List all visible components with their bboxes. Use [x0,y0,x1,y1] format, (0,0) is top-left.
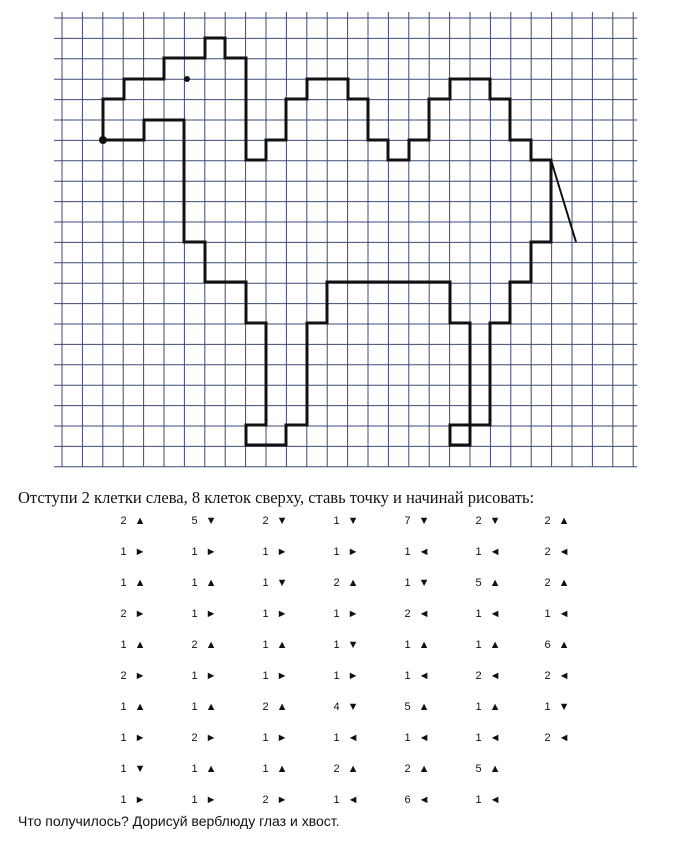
instruction-text: Отступи 2 клетки слева, 8 клеток сверху, ставь точку и начинай рисовать: [18,488,535,507]
arrow-up-icon: ▲ [205,576,217,589]
dictation-command [326,541,366,563]
step-count: 2 [544,670,551,682]
arrow-up-icon: ▲ [276,700,288,713]
dictation-command [468,727,508,749]
arrow-down-icon: ▼ [276,576,288,589]
step-count: 1 [475,546,482,558]
arrow-down-icon: ▼ [347,514,359,527]
arrow-up-icon: ▲ [134,514,146,527]
dictation-command [468,510,508,532]
arrow-right-icon: ► [276,545,288,558]
arrow-up-icon: ▲ [418,700,430,713]
arrow-right-icon: ► [134,545,146,558]
step-count: 1 [191,763,198,775]
step-count: 1 [262,608,269,620]
step-count: 6 [544,639,551,651]
dictation-command [326,727,366,749]
dictation-command [255,727,295,749]
step-count: 1 [120,546,127,558]
arrow-up-icon: ▲ [276,762,288,775]
dictation-command [397,789,437,811]
dictation-command [184,603,224,625]
step-count: 4 [333,701,340,713]
arrow-down-icon: ▼ [418,576,430,589]
step-count: 5 [475,763,482,775]
arrow-right-icon: ► [276,607,288,620]
dictation-command [397,510,437,532]
arrow-down-icon: ▼ [134,762,146,775]
arrow-right-icon: ► [205,793,217,806]
step-count: 2 [262,515,269,527]
step-count: 6 [404,794,411,806]
step-count: 2 [544,546,551,558]
dictation-command [326,789,366,811]
arrow-up-icon: ▲ [489,762,501,775]
arrow-right-icon: ► [205,545,217,558]
step-count: 1 [120,763,127,775]
dictation-command [537,696,577,718]
step-count: 1 [333,639,340,651]
arrow-down-icon: ▼ [347,638,359,651]
arrow-right-icon: ► [347,607,359,620]
step-count: 2 [191,732,198,744]
step-count: 1 [262,763,269,775]
step-count: 1 [191,608,198,620]
arrow-up-icon: ▲ [205,762,217,775]
arrow-up-icon: ▲ [558,638,570,651]
step-count: 1 [262,732,269,744]
step-count: 1 [404,639,411,651]
dictation-command [397,634,437,656]
dictation-command [255,758,295,780]
dictation-command [113,696,153,718]
arrow-right-icon: ► [276,731,288,744]
arrow-up-icon: ▲ [347,576,359,589]
step-count: 2 [544,515,551,527]
arrow-left-icon: ◄ [558,731,570,744]
arrow-up-icon: ▲ [134,638,146,651]
step-count: 1 [404,670,411,682]
dictation-command [397,665,437,687]
arrow-left-icon: ◄ [489,669,501,682]
arrow-left-icon: ◄ [489,607,501,620]
dictation-command [468,603,508,625]
step-count: 2 [544,577,551,589]
dictation-command [468,572,508,594]
step-count: 2 [333,577,340,589]
question-text: Что получилось? Дорисуй верблюду глаз и хвост. [18,813,340,829]
arrow-right-icon: ► [134,607,146,620]
step-count: 1 [333,546,340,558]
dictation-command [326,510,366,532]
step-count: 5 [191,515,198,527]
arrow-down-icon: ▼ [347,700,359,713]
step-count: 1 [333,794,340,806]
step-count: 1 [191,670,198,682]
dictation-command [113,510,153,532]
arrow-left-icon: ◄ [489,545,501,558]
arrow-down-icon: ▼ [418,514,430,527]
dictation-command [397,603,437,625]
dictation-command [397,572,437,594]
arrow-left-icon: ◄ [418,669,430,682]
dictation-command [326,572,366,594]
step-count: 2 [333,763,340,775]
step-count: 1 [191,794,198,806]
step-count: 2 [404,608,411,620]
step-count: 2 [475,670,482,682]
dictation-command [468,541,508,563]
dictation-command [113,634,153,656]
step-count: 1 [262,577,269,589]
arrow-right-icon: ► [347,669,359,682]
step-count: 1 [475,732,482,744]
dictation-command [537,634,577,656]
step-count: 1 [475,639,482,651]
arrow-up-icon: ▲ [558,514,570,527]
arrow-right-icon: ► [347,545,359,558]
step-count: 2 [120,670,127,682]
step-count: 2 [191,639,198,651]
step-count: 2 [475,515,482,527]
arrow-up-icon: ▲ [276,638,288,651]
step-count: 2 [404,763,411,775]
dictation-command [184,727,224,749]
dictation-command [397,541,437,563]
step-count: 1 [191,546,198,558]
dictation-command [326,603,366,625]
dictation-command [537,572,577,594]
dictation-command [468,696,508,718]
arrow-left-icon: ◄ [489,793,501,806]
dictation-command [184,789,224,811]
dictation-command [113,572,153,594]
step-count: 5 [475,577,482,589]
dictation-command [184,634,224,656]
arrow-up-icon: ▲ [558,576,570,589]
step-count: 2 [262,794,269,806]
dictation-command [255,603,295,625]
step-count: 1 [404,732,411,744]
dictation-command [255,789,295,811]
step-count: 1 [475,701,482,713]
step-count: 1 [333,515,340,527]
dictation-command [255,541,295,563]
dictation-command [537,510,577,532]
dictation-command [468,665,508,687]
arrow-left-icon: ◄ [418,793,430,806]
dictation-command [184,758,224,780]
dictation-command [113,789,153,811]
dictation-command [326,758,366,780]
dictation-command [113,758,153,780]
dictation-command [113,603,153,625]
step-count: 1 [544,701,551,713]
dictation-command [326,696,366,718]
arrow-right-icon: ► [134,731,146,744]
step-count: 1 [191,701,198,713]
arrow-up-icon: ▲ [489,700,501,713]
dictation-command [537,727,577,749]
step-count: 1 [120,639,127,651]
step-count: 1 [191,577,198,589]
step-count: 1 [120,794,127,806]
dictation-command [397,727,437,749]
arrow-right-icon: ► [205,607,217,620]
step-count: 1 [333,670,340,682]
step-count: 2 [120,608,127,620]
dictation-table [0,505,673,806]
arrow-up-icon: ▲ [418,762,430,775]
arrow-left-icon: ◄ [558,607,570,620]
dictation-command [255,665,295,687]
dictation-command [537,665,577,687]
arrow-down-icon: ▼ [489,514,501,527]
dictation-command [255,634,295,656]
dictation-command [468,758,508,780]
arrow-up-icon: ▲ [205,700,217,713]
arrow-left-icon: ◄ [558,545,570,558]
dictation-command [468,789,508,811]
step-count: 2 [120,515,127,527]
dictation-command [397,758,437,780]
step-count: 1 [404,546,411,558]
arrow-right-icon: ► [205,731,217,744]
arrow-left-icon: ◄ [347,731,359,744]
step-count: 1 [262,670,269,682]
arrow-right-icon: ► [276,793,288,806]
dictation-command [184,696,224,718]
dictation-command [537,603,577,625]
step-count: 1 [333,732,340,744]
arrow-left-icon: ◄ [489,731,501,744]
dictation-command [255,696,295,718]
dictation-command [113,727,153,749]
dictation-command [468,634,508,656]
arrow-up-icon: ▲ [205,638,217,651]
step-count: 5 [404,701,411,713]
arrow-up-icon: ▲ [134,576,146,589]
dictation-command [326,634,366,656]
dictation-command [113,541,153,563]
step-count: 2 [262,701,269,713]
step-count: 1 [120,577,127,589]
arrow-down-icon: ▼ [558,700,570,713]
arrow-left-icon: ◄ [418,731,430,744]
step-count: 1 [120,732,127,744]
step-count: 1 [333,608,340,620]
camel-eye [184,76,190,82]
arrow-down-icon: ▼ [276,514,288,527]
dictation-command [326,665,366,687]
step-count: 1 [404,577,411,589]
arrow-up-icon: ▲ [347,762,359,775]
dictation-command [113,665,153,687]
dictation-command [255,510,295,532]
arrow-left-icon: ◄ [558,669,570,682]
step-count: 1 [120,701,127,713]
arrow-right-icon: ► [205,669,217,682]
dictation-command [184,541,224,563]
arrow-up-icon: ▲ [134,700,146,713]
dictation-command [184,665,224,687]
step-count: 1 [262,546,269,558]
dictation-command [184,510,224,532]
step-count: 2 [544,732,551,744]
arrow-right-icon: ► [134,793,146,806]
arrow-left-icon: ◄ [347,793,359,806]
dictation-command [184,572,224,594]
arrow-down-icon: ▼ [205,514,217,527]
step-count: 1 [262,639,269,651]
arrow-left-icon: ◄ [418,607,430,620]
step-count: 1 [475,794,482,806]
arrow-right-icon: ► [134,669,146,682]
arrow-up-icon: ▲ [489,638,501,651]
step-count: 1 [475,608,482,620]
arrow-up-icon: ▲ [489,576,501,589]
arrow-left-icon: ◄ [418,545,430,558]
step-count: 7 [404,515,411,527]
arrow-up-icon: ▲ [418,638,430,651]
arrow-right-icon: ► [276,669,288,682]
dictation-command [255,572,295,594]
start-point [99,136,107,144]
dictation-command [537,541,577,563]
dictation-command [397,696,437,718]
step-count: 1 [544,608,551,620]
